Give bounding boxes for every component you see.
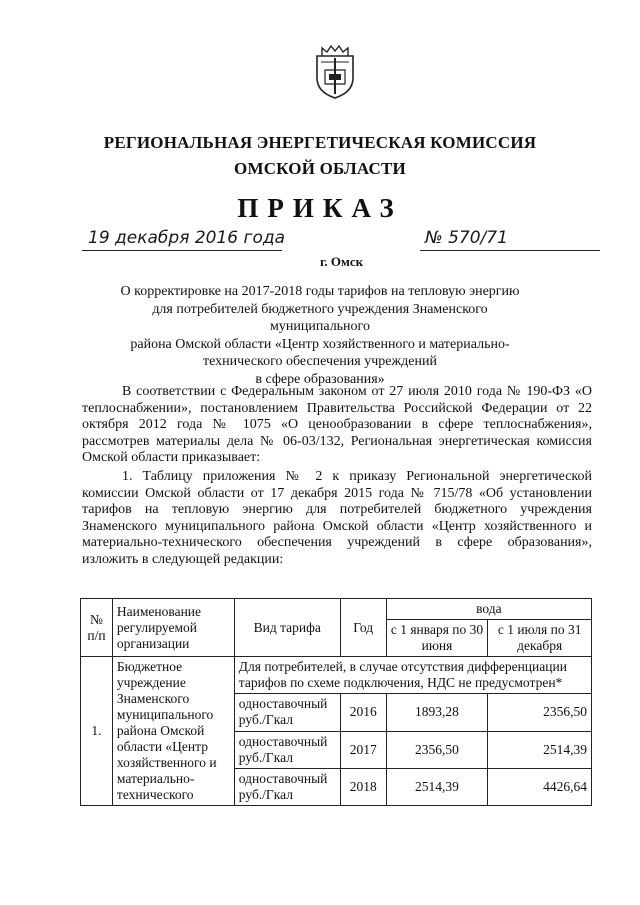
subject-line: района Омской области «Центр хозяйственного и материально- — [130, 336, 510, 352]
document-title: ПРИКАЗ — [237, 193, 403, 223]
tariff-value-cell: 2514,39 — [488, 731, 592, 768]
tariff-type-cell: одноставочный руб./Гкал — [234, 768, 340, 805]
header-period-2: с 1 июля по 31 декабря — [488, 620, 592, 657]
tariff-value-cell: 2356,50 — [386, 731, 488, 768]
year-cell: 2017 — [340, 731, 386, 768]
tariff-type-cell: одноставочный руб./Гкал — [234, 731, 340, 768]
order-subject — [110, 283, 530, 388]
header-num: № п/п — [81, 599, 113, 657]
header-org: Наименование регулируемой организации — [112, 599, 234, 657]
org-name-cell: Бюджетное учреждение Знаменского муниципального района Омской области «Центр хозяйственного и материально-технического — [112, 657, 234, 806]
item-1-paragraph: 1. Таблицу приложения № 2 к приказу Региональной энергетической комиссии Омской области от 17 декабря 2015 года № 715/78 «Об установлении тарифов на тепловую энергию для потребителей бюджетного учреждения Знаменского муниципального района Омской области «Центр хозяйственного и материально-технического обеспечения учреждений в сфере образования», изложить в следующей редакции: — [82, 469, 592, 567]
subject-line: технического обеспечения учреждений — [203, 354, 437, 369]
order-date: 19 декабря 2016 года — [88, 228, 286, 248]
consumer-note: Для потребителей, в случае отсутствия дифференциации тарифов по схеме подключения, НДС не предусмотрен* — [234, 657, 591, 694]
row-number: 1. — [81, 657, 113, 806]
tariff-value-cell: 2514,39 — [386, 768, 488, 805]
number-underline — [420, 250, 600, 251]
preamble-paragraph: В соответствии с Федеральным законом от 27 июля 2010 года № 190-ФЗ «О теплоснабжении», постановлением Правительства Российской Федерации от 22 октября 2012 года № 1075 «О ценообразовании в сфере теплоснабжения», рассмотрев материалы дела № 06-03/132, Региональная энергетическая комиссия Омской области приказывает: — [82, 384, 592, 465]
tariff-value-cell: 2356,50 — [488, 694, 592, 731]
year-cell: 2016 — [340, 694, 386, 731]
header-period-1: с 1 января по 30 июня — [386, 620, 488, 657]
subject-line: О корректировке на 2017-2018 годы тарифов на тепловую энергию — [120, 284, 520, 299]
tariff-value-cell: 4426,64 — [488, 768, 592, 805]
subject-line: в сфере образования» — [255, 371, 385, 387]
year-cell: 2018 — [340, 768, 386, 805]
city-label: г. Омск — [320, 254, 364, 269]
tariff-table — [80, 598, 592, 806]
organization-region: ОМСКОЙ ОБЛАСТИ — [234, 159, 406, 178]
tariff-value-cell: 1893,28 — [386, 694, 488, 731]
coat-of-arms-icon — [313, 44, 357, 100]
header-year: Год — [340, 599, 386, 657]
tariff-type-cell: одноставочный руб./Гкал — [234, 694, 340, 731]
header-group-water: вода — [386, 599, 591, 620]
date-underline — [82, 250, 282, 251]
header-tariff-type: Вид тарифа — [234, 599, 340, 657]
table-row — [81, 657, 592, 694]
subject-line: для потребителей бюджетного учреждения Знаменского муниципального — [152, 301, 488, 334]
table-header-row — [81, 599, 592, 620]
order-number: № 570/71 — [425, 228, 508, 248]
organization-name: РЕГИОНАЛЬНАЯ ЭНЕРГЕТИЧЕСКАЯ КОМИССИЯ — [103, 133, 537, 152]
